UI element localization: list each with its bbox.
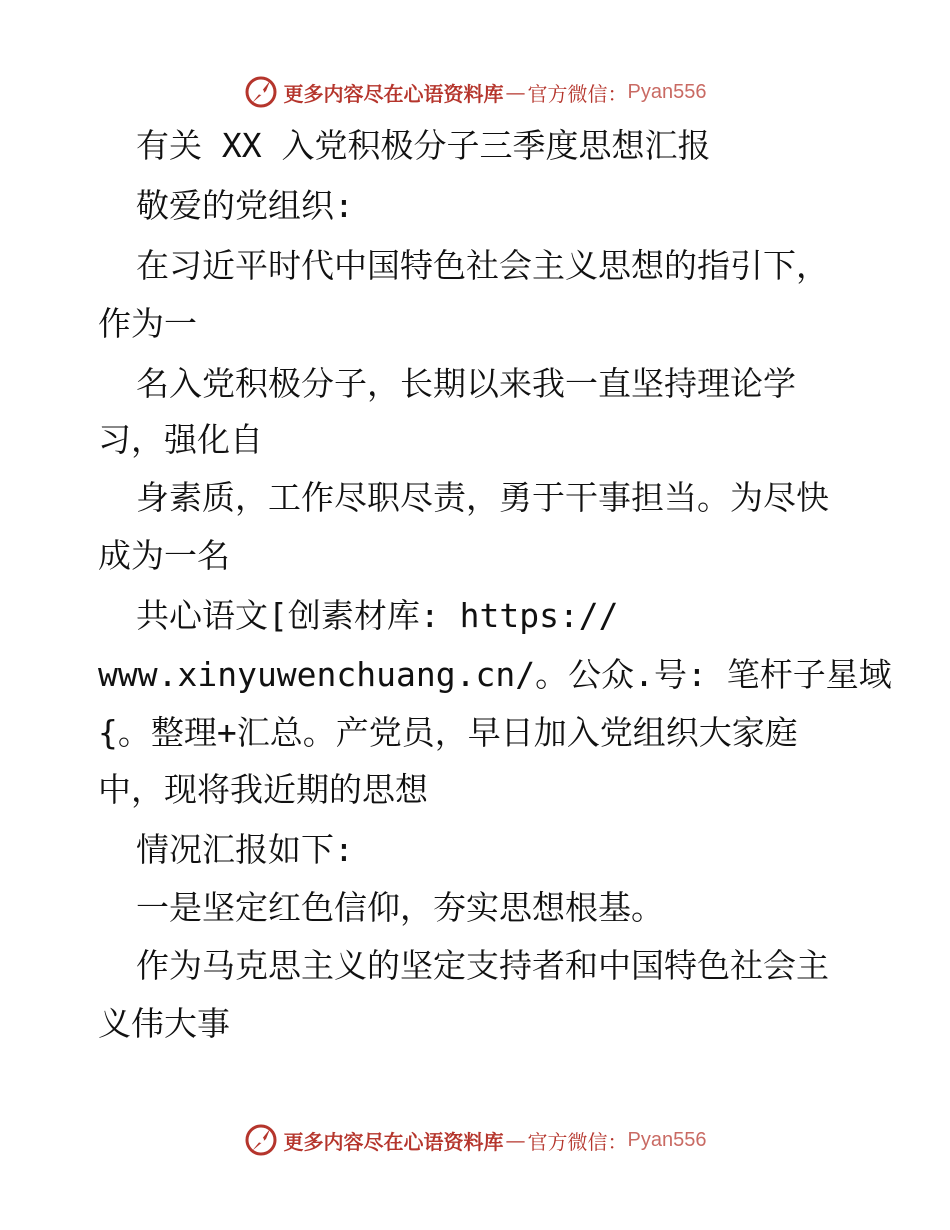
banner-wechat-id: Pyan556 <box>627 80 707 103</box>
section-heading: 一是坚定红色信仰，夯实思想根基。 <box>136 888 664 927</box>
banner-site-text: 更多内容尽在心语资料库 <box>283 81 504 106</box>
paragraph-line: 义伟大事 <box>98 1004 230 1043</box>
paragraph-line: 成为一名 <box>98 536 230 575</box>
paragraph-line: 习，强化自 <box>98 420 263 459</box>
document-title: 有关 XX 入党积极分子三季度思想汇报 <box>136 126 711 165</box>
banner-dash: — <box>505 80 526 104</box>
banner-wechat-id: Pyan556 <box>627 1128 707 1151</box>
paragraph-line: www.xinyuwenchuang.cn/。公众.号: 笔杆子星域 <box>98 655 892 694</box>
quill-pen-logo-icon <box>244 1123 278 1157</box>
paragraph-line: 在习近平时代中国特色社会主义思想的指引下， <box>136 246 829 285</box>
banner-wechat-label: 官方微信： <box>527 81 628 106</box>
banner-dash: — <box>505 1128 526 1152</box>
paragraph-line: 名入党积极分子，长期以来我一直坚持理论学 <box>136 364 796 403</box>
paragraph-line: {。整理+汇总。产党员，早日加入党组织大家庭 <box>98 713 798 752</box>
salutation: 敬爱的党组织: <box>136 186 354 225</box>
paragraph-line: 作为马克思主义的坚定支持者和中国特色社会主 <box>136 946 829 985</box>
paragraph-line: 作为一 <box>98 304 197 343</box>
paragraph-line: 共心语文[创素材库: https:// <box>136 596 619 635</box>
banner-wechat-label: 官方微信： <box>527 1129 628 1154</box>
paragraph-line: 中，现将我近期的思想 <box>98 770 428 809</box>
banner-site-text: 更多内容尽在心语资料库 <box>283 1129 504 1154</box>
paragraph-line: 身素质，工作尽职尽责，勇于干事担当。为尽快 <box>136 478 829 517</box>
paragraph-line: 情况汇报如下: <box>136 830 354 869</box>
footer-banner <box>0 1120 950 1160</box>
